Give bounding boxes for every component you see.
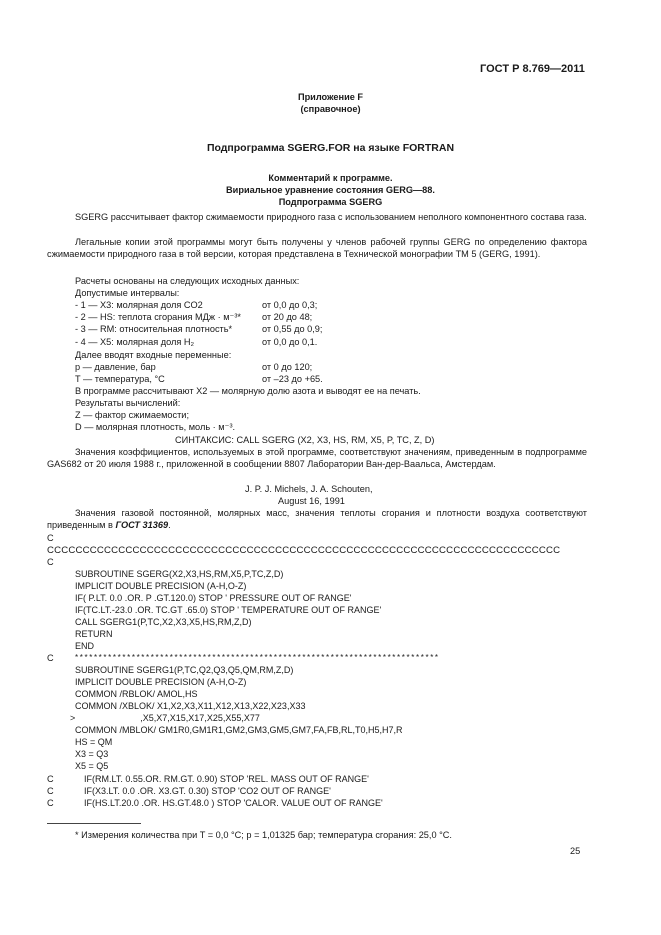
inputs-heading: Далее вводят входные переменные:	[75, 350, 232, 360]
code-line: IF(TC.LT.-23.0 .OR. TC.GT .65.0) STOP ' TEMPERATURE OUT OF RANGE'	[75, 605, 382, 615]
gas-paragraph-text: Значения газовой постоянной, молярных масс, значения теплоты сгорания и плотности воздуха соответствуют приведенным в	[47, 508, 587, 531]
comment-heading-line3: Подпрограмма SGERG	[278, 197, 383, 207]
code-line: IF(RM.LT. 0.55.OR. RM.GT. 0.90) STOP 'REL. MASS OUT OF RANGE'	[84, 774, 369, 784]
comment-heading-line2: Вириальное уравнение состояния GERG—88.	[226, 185, 435, 195]
code-line: IF(HS.LT.20.0 .OR. HS.GT.48.0 ) STOP 'CALOR. VALUE OUT OF RANGE'	[84, 798, 383, 808]
appendix-subtitle: (справочное)	[300, 104, 361, 114]
code-line: COMMON /RBLOK/ AMOL,HS	[75, 689, 198, 699]
interval-label: - 1 — X3: молярная доля CO2	[75, 300, 203, 310]
footnote: * Измерения количества при T = 0,0 °C; p = 1,01325 бар; температура сгорания: 25,0 °C.	[75, 830, 452, 840]
footnote-divider	[47, 823, 141, 824]
code-line: X5 = Q5	[75, 761, 109, 771]
code-comment-marker: C	[47, 786, 54, 796]
paragraph-sgerg-description: SGERG рассчитывает фактор сжимаемости природного газа с использованием неполного компонентного состава газа.	[75, 212, 587, 222]
interval-range: от 0,0 до 0,1.	[262, 337, 318, 347]
code-line: SUBROUTINE SGERG1(P,TC,Q2,Q3,Q5,QM,RM,Z,D)	[75, 665, 294, 675]
code-line: IMPLICIT DOUBLE PRECISION (A-H,O-Z)	[75, 581, 247, 591]
code-line: IF( P.LT. 0.0 .OR. P .GT.120.0) STOP ' PRESSURE OUT OF RANGE'	[75, 593, 352, 603]
interval-label: - 4 — X5: молярная доля H₂	[75, 337, 195, 347]
code-line: END	[75, 641, 95, 651]
gas-paragraph-end: .	[168, 520, 171, 531]
code-line: SUBROUTINE SGERG(X2,X3,HS,RM,X5,P,TC,Z,D)	[75, 569, 284, 579]
authors-names: J. P. J. Michels, J. A. Schouten,	[245, 484, 373, 494]
code-line: COMMON /MBLOK/ GM1R0,GM1R1,GM2,GM3,GM5,GM7,FA,FB,RL,T0,H5,H7,R	[75, 725, 403, 735]
code-line: COMMON /XBLOK/ X1,X2,X3,X11,X12,X13,X22,X23,X33	[75, 701, 306, 711]
code-line: HS = QM	[75, 737, 113, 747]
paragraph-input-data: Расчеты основаны на следующих исходных данных:	[75, 276, 300, 286]
gost-reference: ГОСТ 31369	[115, 520, 169, 531]
code-line: CCCCCCCCCCCCCCCCCCCCCCCCCCCCCCCCCCCCCCCCCCCCCCCCCCCCCCCCCCCCCCCCCCCCCCCC	[47, 545, 561, 556]
paragraph-legal-copies: Легальные копии этой программы могут быть получены у членов рабочей группы GERG по определению фактора сжимаемости природного газа в той версии, которая представлена в Технической монографии ТМ 5 (GERG, 1991).	[47, 237, 587, 260]
appendix-title: Приложение F	[297, 92, 364, 102]
code-line: > ,X5,X7,X15,X17,X25,X55,X77	[70, 713, 260, 723]
code-comment-marker: C	[47, 557, 54, 567]
code-comment-marker: C	[47, 774, 54, 784]
code-comment-marker: C	[47, 653, 54, 663]
results-heading: Результаты вычислений:	[75, 398, 181, 408]
syntax-line: СИНТАКСИС: CALL SGERG (X2, X3, HS, RM, X5, P, TC, Z, D)	[175, 435, 435, 445]
paragraph-gas-constant	[47, 507, 587, 531]
code-line: IMPLICIT DOUBLE PRECISION (A-H,O-Z)	[75, 677, 247, 687]
main-title: Подпрограмма SGERG.FOR на языке FORTRAN	[206, 142, 455, 154]
result-item: Z — фактор сжимаемости;	[75, 410, 189, 420]
comment-heading-line1: Комментарий к программе.	[268, 173, 393, 183]
result-item: D — молярная плотность, моль · м⁻³.	[75, 422, 236, 432]
code-line: RETURN	[75, 629, 113, 639]
code-line: IF(X3.LT. 0.0 .OR. X3.GT. 0.30) STOP 'CO2 OUT OF RANGE'	[84, 786, 331, 796]
document-number: ГОСТ Р 8.769—2011	[480, 63, 585, 75]
code-comment-marker: C	[47, 533, 54, 543]
interval-range: от 20 до 48;	[262, 312, 313, 322]
code-line: X3 = Q3	[75, 749, 109, 759]
input-label: T — температура, °C	[75, 374, 165, 384]
interval-range: от 0,0 до 0,3;	[262, 300, 318, 310]
interval-label: - 3 — RM: относительная плотность*	[75, 324, 233, 334]
program-note: В программе рассчитывают X2 — молярную долю азота и выводят ее на печать.	[75, 386, 421, 396]
input-range: от 0 до 120;	[262, 362, 313, 372]
code-line: CALL SGERG1(P,TC,X2,X3,X5,HS,RM,Z,D)	[75, 617, 252, 627]
paragraph-coefficients: Значения коэффициентов, используемых в этой программе, соответствуют значениям, приведенным в подпрограмме GAS682 от 20 июля 1988 г., приложенной в сообщении 8807 Лаборатории Ван-дер-Ваальса, Амстердам.	[47, 447, 587, 470]
interval-range: от 0,55 до 0,9;	[262, 324, 323, 334]
code-comment-marker: C	[47, 798, 54, 808]
code-line: * * * * * * * * * * * * * * * * * * * * * * * * * * * * * * * * * * * * * * * * * * * * * * * * * * * * * * * * * * * * * * * * * * * * * * * * * * * * *	[75, 653, 438, 662]
paragraph-intervals-heading: Допустимые интервалы:	[75, 288, 180, 298]
page-number: 25	[570, 846, 581, 856]
interval-label: - 2 — HS: теплота сгорания МДж · м⁻³*	[75, 312, 242, 322]
input-range: от –23 до +65.	[262, 374, 323, 384]
input-label: p — давление, бар	[75, 362, 156, 372]
authors-date: August 16, 1991	[278, 496, 345, 506]
